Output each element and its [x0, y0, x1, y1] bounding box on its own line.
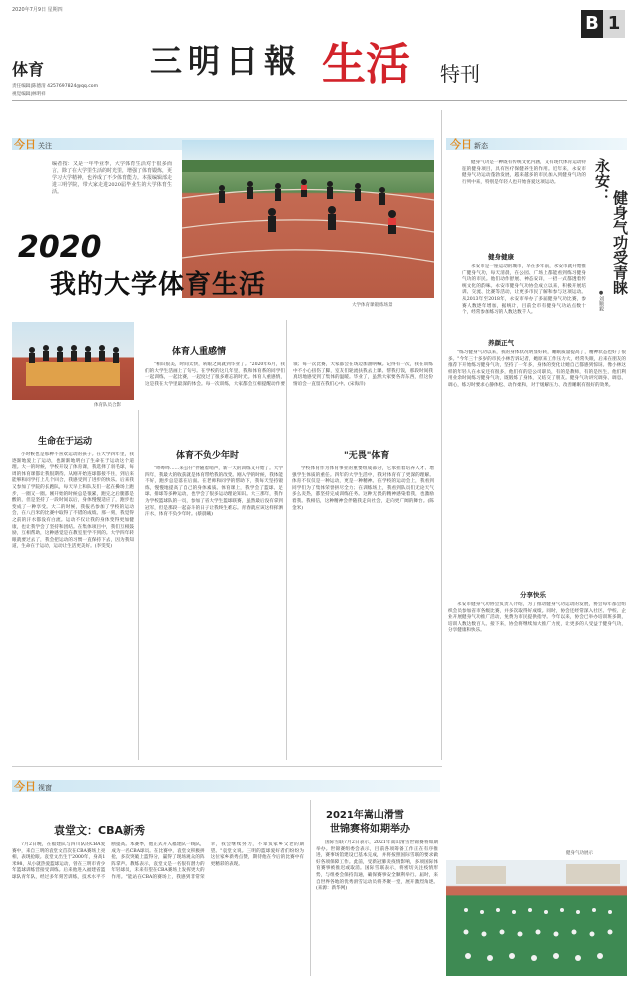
article4-body: 学校体育作为体育事业的重要组成部分，它承担着培养人才、增强学生体质的重任。四年的大学生活中，我对体育有了更深的理解。体育不仅仅是一种运动，更是一种精神。在学校的运动会上，我看到同学们为了集体荣誉拼尽全力；在训练场上，我看到队员们无论天气多么炎热，都坚持完成训练任务。这种无畏的精神感染着我，也激励着我。我相信，这种精神会伴随我走向社会，走向更广阔的舞台。(陈金米) [292, 466, 434, 511]
section-tag-focus [14, 136, 52, 152]
today-icon-bottom: 今日 [14, 780, 36, 793]
right-title-main: 健身气功受青睐 [611, 190, 629, 295]
masthead-big: 生活 [322, 39, 410, 90]
masthead-title: 三明日報 [150, 42, 303, 80]
right-body3: 永安市健身气功协会负责人介绍，为了推动健身气功运动的发展，协会每年都会组织会员参加省市各级比赛，并多次取得好成绩。同时，协会还经常深入社区、学校、企业开展健身气功推广活动，免费为市民提供指导。今年以来，协会已举办培训班多期，培训人数达数百人。接下来，协会将继续加大推广力度，让更多的人受益于健身气功，分享健康和快乐。 [448, 602, 626, 634]
team-photo-caption: 体育队员合影 [94, 403, 121, 408]
article1-body: 小时候也是那种不喜欢运动的孩子。在大学四年里，我逐渐地爱上了运动，也渐渐地明白了生命在于运动这个道理。大一的时候，学校开设了体育课，我选择了羽毛球，每周的体育课都让我很期待。从刚开始连球都接不住，到后来能够和同学打上几个回合，我感受到了进步的快乐。后来我又参加了学院的长跑队，每天早上和队友们一起在操场上跑步，一圈又一圈。刚开始的时候总是很累，跑完之后腿都是酸的，但是坚持了一段时间以后，身体慢慢适应了，跑步也变成了一种享受。大二的时候，我报名参加了学校的运动会，在八百米的比赛中取得了不错的成绩。那一刻，我觉得之前的汗水都没有白流。运动不仅让我的身体变得更加健康，也让我学会了坚持和团结。在集体项目中，我们互相鼓励，互相帮助，这种感觉是在教室里学不到的。大学四年转眼就要过去了，我会把运动的习惯一直保持下去，因为我知道，生命在于运动，运动让生活更美好。(李雯雯) [12, 452, 134, 550]
right-divider [441, 110, 442, 760]
section-tag-label-right: 新态 [474, 142, 488, 150]
article6-author: (来源：新华网) [316, 886, 348, 892]
divider-bottom [310, 800, 311, 976]
article2-title: 体育人重感情 [172, 347, 227, 357]
bottom-rule [12, 766, 442, 767]
article5-title: 袁堂文：CBA新秀 [54, 824, 145, 837]
section-name: 体育 [12, 60, 45, 79]
right-body2: "练习健身气功以来，我的身体状况明显好转，睡眠质量提高了，精神状态也好了很多。"今年三十多岁的市民小林告诉记者，她原来工作压力大，经常失眠，后来在朋友的推荐下开始练习健身气功，坚持了一年多，身体的变化让她自己都感到惊讶。像小林这样的年轻人在永安还有很多，他们有的是公司职员，有的是教师，有的是医生，他们利用业余时间练习健身气功，既锻炼了身体，又结交了朋友。健身气功讲究调身、调息、调心，练习时要求心静体松、动作柔和，对于缓解压力、改善睡眠有很好的效果。 [448, 350, 626, 388]
team-illustration [12, 322, 134, 400]
right-sub2: 养颜正气 [488, 339, 514, 347]
article3-body: "哔哔哔……来公仔"伴随着哨声，新一天的训练又开始了。大学四年，我最大的收获就是体育带给我的改变。刚入学的时候，我体能不好，跑步总是落在后面。在老师和同学的帮助下，我每天坚持锻炼，慢慢地提高了自己的身体素质。体育课上，我学会了篮球、足球、排球等多种运动，也学会了很多运动理论知识。大三那年，我作为学校篮球队的一员，参加了省大学生篮球联赛，虽然最后没有拿到冠军，但是那段一起奋斗的日子让我终生难忘。青春就应该这样挥洒汗水，体育不负少年时。(蔡晨曦) [145, 466, 283, 518]
qigong-illustration [446, 860, 627, 976]
right-sub1: 健身健康 [488, 253, 514, 261]
article4-title: "无畏"体育 [344, 451, 390, 461]
article4-author: (陈金米) [292, 498, 434, 511]
article1-title: 生命在于运动 [38, 437, 93, 447]
page-number: 1 [603, 10, 625, 38]
today-icon: 今日 [14, 138, 36, 151]
divider-1 [138, 410, 139, 760]
section-tag-new [450, 136, 488, 152]
headline-year: 2020 [18, 230, 102, 265]
section-bar-bottom [12, 780, 440, 792]
article6-title-1: 2021年嵩山滑雪 [326, 810, 404, 821]
article2-body: "相识很美，时间太快，转眼之间就到毕业了。"2020年6月，我们的大学生活画上了句号。在学校的这几年里，我和体育系的同学们一起训练，一起比赛，一起度过了很多难忘的时光。体育人重感情，这是我在大学里最深的体会。每一次训练，大家都会互相提醒动作要领；每一次比赛，大家都会在场边加油呐喊。记得有一次，我在训练中不小心扭伤了脚，室友们轮流扶我去上课、帮我打饭，那段时间我真切地感受到了集体的温暖。毕业了，虽然大家要各奔东西，但这份情谊会一直留在我们心中。(宋海洋) [145, 362, 433, 387]
editor-line: 责任编辑|陈德清 4257697824@qq.com [12, 84, 99, 89]
right-intro: 健身气功是一种既有传统文化内涵，又有现代体育运动特征的健身项目，具有医疗保健养生的作用。近年来，永安市健身气功运动蓬勃发展，越来越多的市民加入到健身气功的行列中来，特别是年轻人也开始喜爱这项运动。 [462, 160, 586, 185]
article5-body: 7月2日晚，在福建队与四川队的CBA复赛中，来自三明的袁堂文首次在CBA赛场上亮相，表现抢眼。袁堂文出生于2000年，身高1米98，从小就热爱篮球运动，曾在三明市青少年篮球训练营接受训练。后来他进入福建省篮球队青年队，经过多年刻苦训练，技术水平不断提高。本赛季，他正式升入福建队一线队，成为一名CBA球员。在比赛中，袁堂文积极拼抢，多次突破上篮得分，赢得了现场观众的阵阵掌声。教练表示，袁堂文是一名很有潜力的年轻球员，未来有望在CBA赛场上发挥更大的作用。"能站在CBA的赛场上，我感到非常荣幸，我会继续努力，不辜负家乡父老的期望。"袁堂文说。三明的篮球爱好者们纷纷为这位家乡新秀点赞，期待他在今后的比赛中有更精彩的表现。 [12, 842, 304, 880]
page-badge [581, 10, 627, 38]
visual-editor-line: 视觉编辑|林明祥 [12, 92, 46, 97]
masthead-suffix: 特刊 [440, 62, 480, 86]
article6-body: 国际雪联7月2日表示，2021年嵩山滑雪世锦赛将如期举办。世锦赛组委会表示，目前各项筹备工作正在有序推进，赛事场馆建设已基本完成，并将按照国际雪联的要求做好各项保障工作。此前，受新冠肺炎疫情影响，多项国际体育赛事被推迟或取消。国际雪联表示，将密切关注疫情形势，与组委会保持沟通，确保赛事安全顺利举行。届时，来自世界各地的优秀滑雪运动员将齐聚一堂，展开激烈角逐。(来源：新华网) [316, 840, 438, 892]
qigong-photo [446, 860, 627, 976]
right-body1: 永安市是一座运动的城市，早在多年前，永安市就开始推广健身气功，每天清晨，在公园、广场上都能看到练习健身气功的市民。他们动作舒展、神态安详，一招一式都透着传统文化的韵味。永安市健身气功协会成立以来，积极开展培训、交流、比赛等活动，让更多市民了解和参与这项运动。从2013年至2018年，永安市举办了多届健身气功比赛，参赛人数逐年增加，据统计，目前全市有健身气功站点数十个，经常参加练习的人数达数千人。 [462, 264, 586, 316]
qigong-photo-caption: 健身气功展示 [566, 851, 593, 856]
article6-title-2: 世锦赛将如期举办 [330, 824, 410, 835]
article1-author: (李雯雯) [94, 544, 113, 550]
section-tag-label-bottom: 视窗 [38, 784, 52, 792]
article3-author: (蔡晨曦) [195, 512, 213, 518]
section-tag-window [14, 778, 52, 794]
header-rule [12, 100, 627, 101]
today-icon-right: 今日 [450, 138, 472, 151]
main-photo-caption: 大学体育课锻炼场景 [352, 303, 393, 308]
page-letter: B [581, 10, 603, 38]
team-photo [12, 322, 134, 400]
section-tag-label: 关注 [38, 142, 52, 150]
right-author: ●刘顺毅 [598, 290, 604, 311]
editor-note: 编者按：又是一年毕业季，大学体育生活对于很多而言，除了在大学里生活的时光里，增强了体育锻炼，更学习大学精神，也养成了不少体育能力。本报编辑部走进三明学院，带大家走进2020届毕业生的大学体育生活。 [52, 161, 172, 195]
issue-date: 2020年7月9日 星期四 [12, 7, 63, 13]
headline: 我的大学体育生活 [50, 270, 267, 300]
right-title-place: 永安： [593, 158, 611, 203]
article3-title: 体育不负少年时 [176, 451, 240, 461]
right-sub3: 分享快乐 [520, 591, 546, 599]
article2-author: (宋海洋) [348, 381, 366, 387]
